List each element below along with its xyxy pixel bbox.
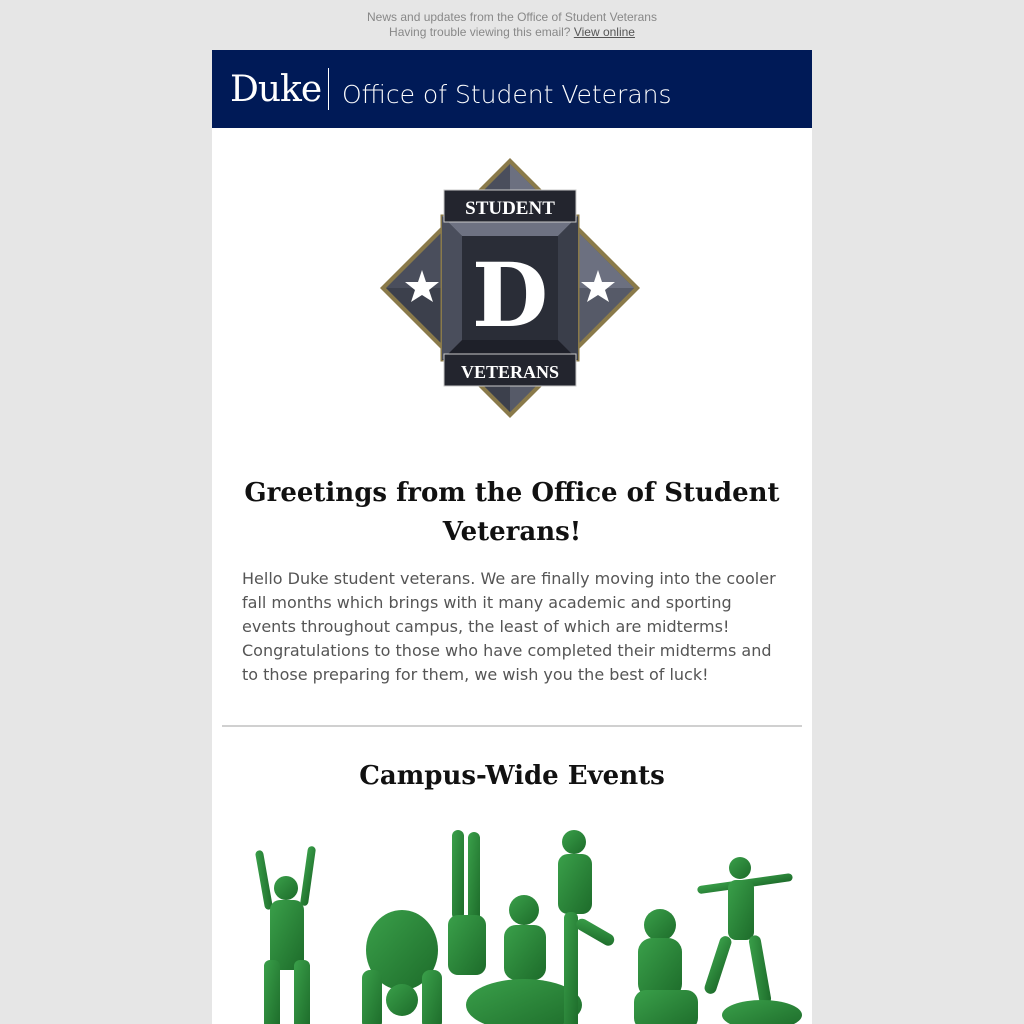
green-army-men-yoga-image xyxy=(242,820,802,1024)
preheader xyxy=(0,10,1024,40)
preheader-trouble xyxy=(0,25,1024,40)
events-section-title: Campus-Wide Events xyxy=(359,761,665,791)
emblem-top-text: STUDENT xyxy=(465,198,555,219)
greeting-body: Hello Duke student veterans. We are finally moving into the cooler fall months which brings with it many academic and sporting events throughout campus, the least of which are midterms! Congratulations to those who have completed their midterms and to those preparing for them, we wish you the best of luck! xyxy=(242,569,776,684)
student-veterans-emblem-icon xyxy=(380,158,640,418)
emblem-d-letter: D xyxy=(471,243,549,347)
emblem-bottom-text: VETERANS xyxy=(460,362,560,382)
greeting-title-line2: Veterans! xyxy=(442,517,582,547)
section-divider xyxy=(222,725,802,727)
email-body xyxy=(212,50,812,1024)
masthead xyxy=(212,50,812,128)
duke-wordmark[interactable]: Duke xyxy=(230,69,322,110)
preheader-tagline: News and updates from the Office of Student Veterans xyxy=(367,10,657,24)
office-name: Office of Student Veterans xyxy=(342,80,672,109)
greeting-title xyxy=(242,474,782,552)
greeting-title-line1: Greetings from the Office of Student xyxy=(244,478,780,508)
masthead-divider xyxy=(328,68,329,110)
preheader-trouble-text: Having trouble viewing this email? xyxy=(389,25,571,39)
view-online-link[interactable]: View online xyxy=(573,25,635,39)
